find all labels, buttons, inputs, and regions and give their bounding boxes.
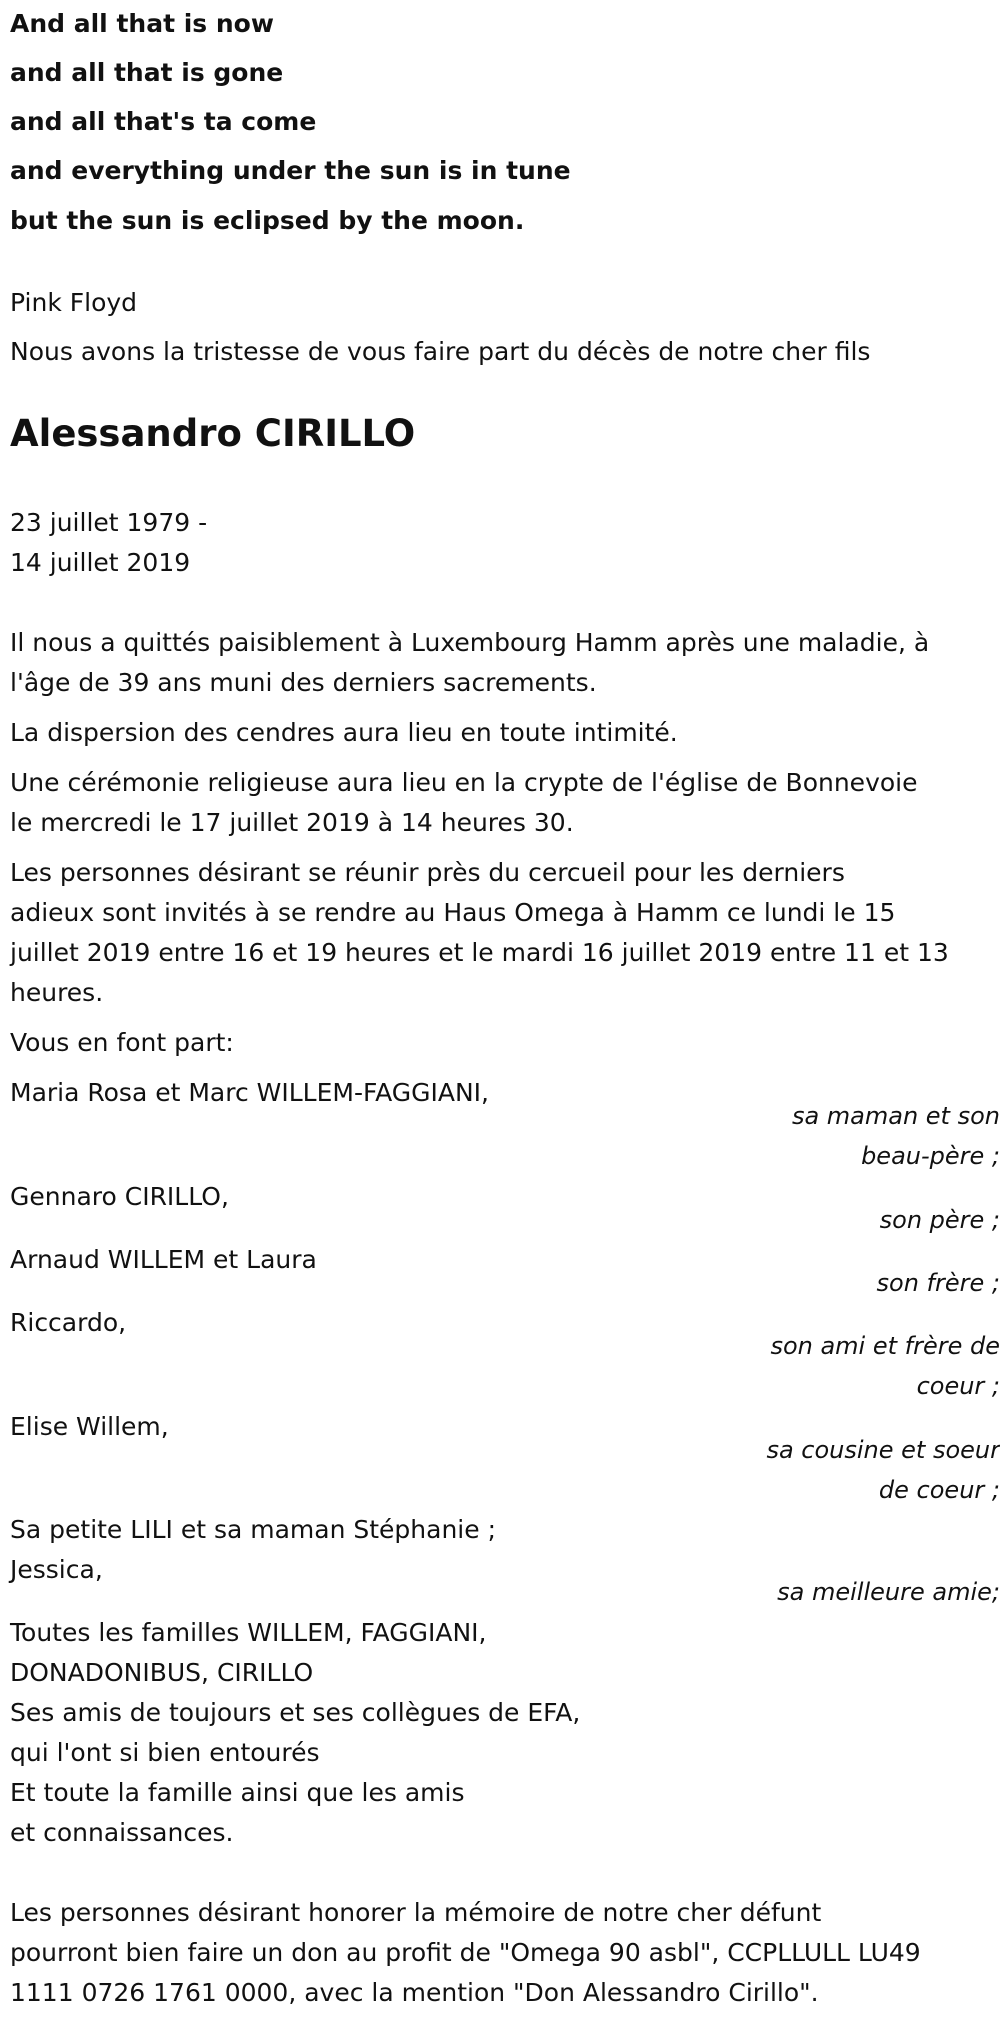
closing-line: Et toute la famille ainsi que les amis [10, 1778, 465, 1807]
body-line: Il nous a quittés paisiblement à Luxembourg Hamm après une maladie, à [10, 628, 930, 657]
family-relation: de coeur ; [878, 1476, 1000, 1504]
family-relation: beau-père ; [861, 1142, 1000, 1170]
poem-line: And all that is now [10, 9, 274, 38]
closing-line: qui l'ont si bien entourés [10, 1738, 320, 1767]
poem-line: and all that's ta come [10, 107, 317, 136]
body-line: heures. [10, 978, 104, 1007]
deceased-name: Alessandro CIRILLO [10, 412, 416, 455]
family-member-name: Arnaud WILLEM et Laura [10, 1245, 317, 1274]
poem-author: Pink Floyd [10, 288, 138, 317]
family-member-name: Sa petite LILI et sa maman Stéphanie ; [10, 1515, 496, 1544]
closing-line: et connaissances. [10, 1818, 234, 1847]
body-line: adieux sont invités à se rendre au Haus Omega à Hamm ce lundi le 15 [10, 898, 896, 927]
family-member-name: Jessica, [10, 1555, 103, 1584]
body-line: juillet 2019 entre 16 et 19 heures et le mardi 16 juillet 2019 entre 11 et 13 [10, 938, 949, 967]
family-relation: son ami et frère de [770, 1332, 1000, 1360]
closing-line: Toutes les familles WILLEM, FAGGIANI, [10, 1618, 487, 1647]
intro-text: Nous avons la tristesse de vous faire part du décès de notre cher fils [10, 337, 871, 366]
family-relation: son père ; [879, 1206, 1000, 1234]
body-line: Les personnes désirant se réunir près du cercueil pour les derniers [10, 858, 845, 887]
family-member-name: Gennaro CIRILLO, [10, 1182, 229, 1211]
family-member-name: Maria Rosa et Marc WILLEM-FAGGIANI, [10, 1078, 489, 1107]
poem-line: and everything under the sun is in tune [10, 156, 571, 185]
closing-line: DONADONIBUS, CIRILLO [10, 1658, 314, 1687]
body-line: La dispersion des cendres aura lieu en toute intimité. [10, 718, 678, 747]
family-relation: son frère ; [876, 1269, 1000, 1297]
body-line: le mercredi le 17 juillet 2019 à 14 heures 30. [10, 808, 574, 837]
poem-line: and all that is gone [10, 58, 284, 87]
family-relation: sa maman et son [791, 1102, 1000, 1130]
closing-line: Ses amis de toujours et ses collègues de EFA, [10, 1698, 581, 1727]
birth-date: 23 juillet 1979 - [10, 508, 208, 537]
family-relation: sa cousine et soeur [766, 1436, 1000, 1464]
family-member-name: Elise Willem, [10, 1412, 169, 1441]
family-relation: sa meilleure amie; [777, 1578, 1000, 1606]
poem-line: but the sun is eclipsed by the moon. [10, 206, 525, 235]
body-line: Vous en font part: [10, 1028, 234, 1057]
body-line: l'âge de 39 ans muni des derniers sacrements. [10, 668, 597, 697]
death-date: 14 juillet 2019 [10, 548, 191, 577]
body-line: Une cérémonie religieuse aura lieu en la crypte de l'église de Bonnevoie [10, 768, 918, 797]
donation-line: pourront bien faire un don au profit de "Omega 90 asbl", CCPLLULL LU49 [10, 1938, 921, 1967]
donation-line: 1111 0726 1761 0000, avec la mention "Don Alessandro Cirillo". [10, 1978, 819, 2007]
family-relation: coeur ; [916, 1372, 1000, 1400]
donation-line: Les personnes désirant honorer la mémoire de notre cher défunt [10, 1898, 822, 1927]
family-member-name: Riccardo, [10, 1308, 127, 1337]
